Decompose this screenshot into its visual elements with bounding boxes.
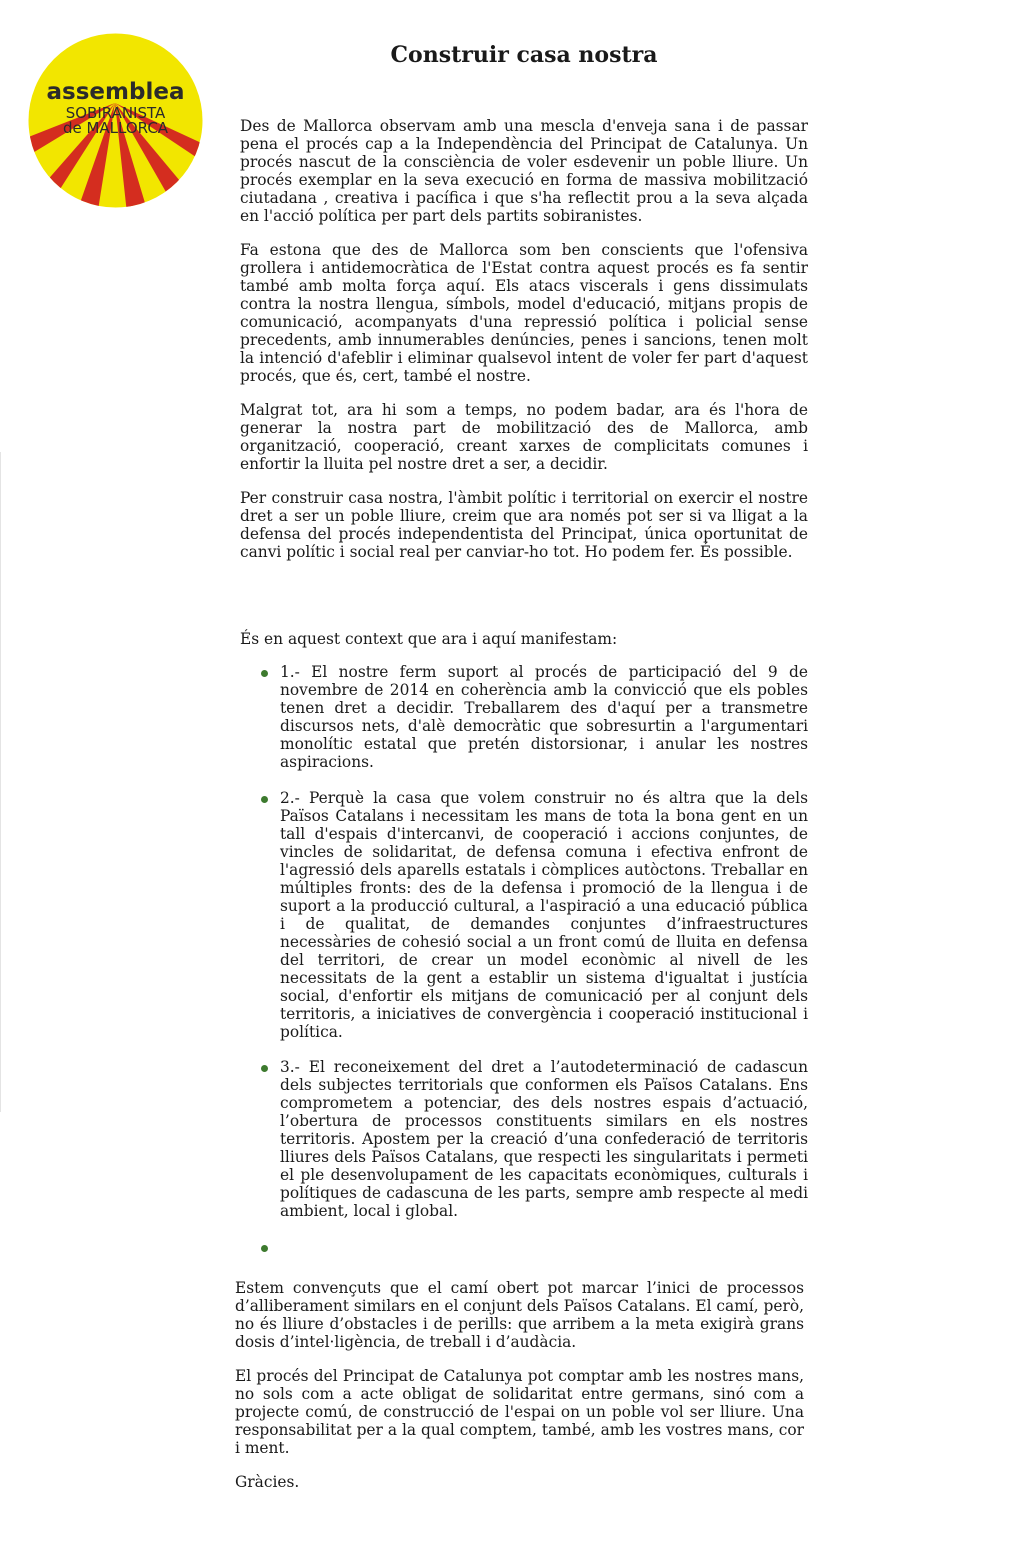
manifest-intro: És en aquest context que ara i aquí manifestam: [240,630,618,648]
intro-paragraph-2: Fa estona que des de Mallorca som ben conscients que l'ofensiva grollera i antidemocràtica de l'Estat contra aquest procés es fa sentir també amb molta força aquí. Els atacs viscerals i gens dissimulats contra la nostra llengua, símbols, model d'educació, mitjans propis de comunicació, acompanyats d'una repressió política i policial sense precedents, amb innumerables denúncies, penes i sancions, tenen molt la intenció d'afeblir i eliminar qualsevol intent de voler fer part d'aquest procés, que és, cert, també el nostre. [240,241,808,385]
manifest-point-2: 2.- Perquè la casa que volem construir no és altra que la dels Països Catalans i necessitam les mans de tota la bona gent en un tall d'espais d'intercanvi, de cooperació i accions conjuntes, de vincles de solidaritat, de defensa comuna i efectiva enfront de l'agressió dels aparells estatals i còmplices autòctons. Treballar en múltiples fronts: des de la defensa i promoció de la llengua i de suport a la producció cultural, a l'aspiració a una educació pública i de qualitat, de demandes conjuntes d’infraestructures necessàries de cohesió social a un front comú de lluita en defensa del territori, de crear un model econòmic al nivell de les necessitats de la gent a establir un sistema d'igualtat i justícia social, d'enfortir els mitjans de comunicació per al conjunt dels territoris, a iniciatives de convergència i cooperació institucional i política. [280,789,808,1041]
intro-paragraph-3: Malgrat tot, ara hi som a temps, no podem badar, ara és l'hora de generar la nostra part de mobilització des de Mallorca, amb organització, cooperació, creant xarxes de complicitats comunes i enfortir la lluita pel nostre dret a ser, a decidir. [240,401,808,473]
logo-text-assemblea: assemblea [46,79,185,105]
logo-graphic [28,33,203,208]
page-margin-line [0,452,1,1112]
logo-text-sobiranista: SOBIRANISTA [65,104,166,122]
closing-paragraph-1: Estem convençuts que el camí obert pot marcar l’inici de processos d’alliberament similars en el conjunt dels Països Catalans. El camí, però, no és lliure d’obstacles i de perills: que arribem a la meta exigirà grans dosis d’intel·ligència, de treball i d’audàcia. [235,1279,804,1351]
intro-paragraph-1: Des de Mallorca observam amb una mescla d'enveja sana i de passar pena el procés cap a la Independència del Principat de Catalunya. Un procés nascut de la consciència de voler esdevenir un poble lliure. Un procés exemplar en la seva execució en forma de massiva mobilització ciutadana , creativa i pacífica i que s'ha reflectit prou a la seva alçada en l'acció política per part dels partits sobiranistes. [240,117,808,225]
bullet-icon [261,1065,268,1072]
list-item [280,663,808,771]
bullet-icon [261,1245,268,1252]
bullet-icon [261,796,268,803]
list-item [280,789,808,1041]
intro-paragraph-4: Per construir casa nostra, l'àmbit polític i territorial on exercir el nostre dret a ser un poble lliure, creim que ara només pot ser si va lligat a la defensa del procés independentista del Principat, única oportunitat de canvi polític i social real per canviar-ho tot. Ho podem fer. És possible. [240,489,808,561]
list-item [280,1058,808,1220]
bullet-icon [261,670,268,677]
manifest-point-1: 1.- El nostre ferm suport al procés de participació del 9 de novembre de 2014 en coherència amb la convicció que els pobles tenen dret a decidir. Treballarem des d'aquí per a transmetre discursos nets, d'alè democràtic que sobresurtin a l'argumentari monolític estatal que pretén distorsionar, i anular les nostres aspiracions. [280,663,808,771]
list-item [280,1238,808,1256]
assemblea-logo [28,33,203,208]
manifest-point-3: 3.- El reconeixement del dret a l’autodeterminació de cadascun dels subjectes territorials que conformen els Països Catalans. Ens comprometem a potenciar, des dels nostres espais d’actuació, l’obertura de processos constituents similars en els nostres territoris. Apostem per la creació d’una confederació de territoris lliures dels Països Catalans, que respecti les singularitats i permeti el ple desenvolupament de les capacitats econòmiques, culturals i polítiques de cadascuna de les parts, sempre amb respecte al medi ambient, local i global. [280,1058,808,1220]
page-title: Construir casa nostra [390,42,658,68]
closing-thanks: Gràcies. [235,1473,300,1491]
closing-paragraph-2: El procés del Principat de Catalunya pot comptar amb les nostres mans, no sols com a acte obligat de solidaritat entre germans, sinó com a projecte comú, de construcció de l'espai on un poble vol ser lliure. Una responsabilitat per a la qual comptem, també, amb les vostres mans, cor i ment. [235,1367,804,1457]
logo-text-mallorca: de MALLORCA [62,119,169,137]
